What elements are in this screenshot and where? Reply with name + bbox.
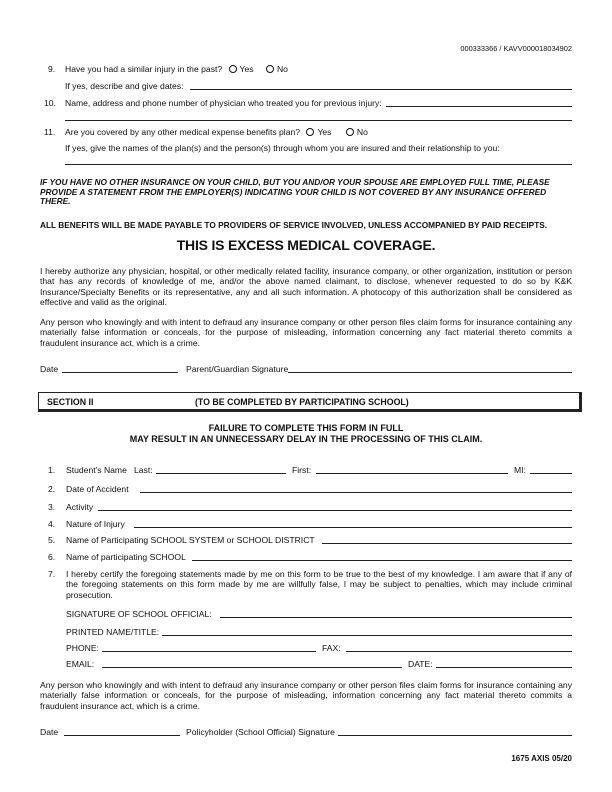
official-signature-line[interactable]: [220, 617, 572, 618]
s7-certification-text: I hereby certify the foregoing statements made by me on this form to be true to the best of my knowledge. I am aware that if any of the foregoing statements on this form made by me are willfully false, I may be subject to penalties, which may include criminal prosecution.: [66, 569, 572, 600]
fraud-warning-2: Any person who knowingly and with intent to defraud any insurance company or other person files claim forms for insurance containing any materially false information or conceals, for the purpose of misleading, information concerning any fact material thereto commits a fraudulent insurance act, which is a crime.: [40, 680, 572, 711]
q9-number: 9.: [48, 64, 56, 74]
official-signature-label: SIGNATURE OF SCHOOL OFFICIAL:: [66, 609, 212, 619]
s5-line[interactable]: [322, 543, 572, 544]
q10-text: Name, address and phone number of physician who treated you for previous injury:: [65, 98, 382, 108]
section2-box: [38, 392, 582, 412]
official-fax-line[interactable]: [346, 651, 572, 652]
s3-number: 3.: [48, 502, 56, 512]
s6-line[interactable]: [192, 560, 572, 561]
official-printed-label: PRINTED NAME/TITLE:: [66, 627, 160, 637]
q9-no-radio[interactable]: [266, 65, 274, 73]
sig1-date-label: Date: [40, 364, 59, 374]
q11-yes-radio[interactable]: [306, 128, 314, 136]
sig2-signature-line[interactable]: [338, 735, 572, 736]
official-email-label: EMAIL:: [66, 659, 95, 669]
s1-label: Student's Name: [66, 465, 127, 475]
section2-subtitle: (TO BE COMPLETED BY PARTICIPATING SCHOOL): [195, 397, 409, 407]
q10-physician-line-2[interactable]: [65, 120, 572, 121]
sig1-signature-label: Parent/Guardian Signature: [186, 364, 289, 374]
q11-sub-label: If yes, give the names of the plan(s) and the person(s) through whom you are insured and their relationship to you:: [65, 143, 500, 153]
s4-line[interactable]: [134, 527, 572, 528]
s1-last-label: Last:: [134, 465, 153, 475]
s5-number: 5.: [48, 535, 56, 545]
excess-coverage-heading: THIS IS EXCESS MEDICAL COVERAGE.: [176, 237, 436, 253]
q9-no-label: No: [276, 64, 288, 74]
official-fax-label: FAX:: [322, 643, 341, 653]
s5-label: Name of Participating SCHOOL SYSTEM or SCHOOL DISTRICT: [66, 535, 315, 545]
official-date-label: DATE:: [408, 659, 433, 669]
official-phone-label: PHONE:: [66, 643, 99, 653]
s1-number: 1.: [48, 465, 56, 475]
s1-mi-line[interactable]: [530, 473, 572, 474]
s1-first-label: First:: [292, 465, 312, 475]
s3-label: Activity: [66, 502, 94, 512]
q11-question: [65, 127, 368, 137]
q11-text: Are you covered by any other medical expense benefits plan?: [65, 127, 301, 137]
sig2-signature-label: Policyholder (School Official) Signature: [186, 727, 335, 737]
official-phone-line[interactable]: [102, 651, 316, 652]
official-email-line[interactable]: [102, 667, 402, 668]
q11-number: 11.: [44, 127, 56, 137]
q9-text: Have you had a similar injury in the past?: [65, 64, 223, 74]
s2-number: 2.: [48, 484, 56, 494]
q9-yes-radio[interactable]: [229, 65, 237, 73]
q9-yes-label: Yes: [239, 64, 254, 74]
q11-no-radio[interactable]: [346, 128, 354, 136]
q9-sub-label: If yes, describe and give dates:: [65, 81, 184, 91]
q11-no-label: No: [356, 127, 368, 137]
benefits-notice: ALL BENEFITS WILL BE MADE PAYABLE TO PROVIDERS OF SERVICE INVOLVED, UNLESS ACCOMPANIED BY PAID RECEIPTS.: [40, 220, 548, 230]
s4-label: Nature of Injury: [66, 519, 125, 529]
insurance-notice-line-1: IF YOU HAVE NO OTHER INSURANCE ON YOUR CHILD, BUT YOU AND/OR YOUR SPOUSE ARE EMPLOYED FULL TIME, PLEASE: [40, 177, 550, 187]
q9-describe-line[interactable]: [190, 89, 572, 90]
q9-question: [65, 64, 288, 74]
official-printed-line[interactable]: [162, 635, 572, 636]
document-id: 000333366 / KAVV000018034902: [460, 44, 572, 53]
form-code: 1675 AXIS 05/20: [511, 754, 572, 763]
q11-plans-line[interactable]: [65, 164, 572, 165]
s1-first-line[interactable]: [316, 473, 508, 474]
authorization-paragraph: I hereby authorize any physician, hospital, or other medically related facility, insurance company, or other organization, institution or person that has any records of knowledge of me, and/or the above named claimant, to disclose, whenever requested to do so by K&K Insurance/Specialty Benefits or its representative, any and all such information. A photocopy of this authorization shall be considered as effective and valid as the original.: [40, 266, 572, 308]
sig2-date-label: Date: [40, 727, 59, 737]
s6-number: 6.: [48, 552, 56, 562]
insurance-notice-line-3: THERE.: [40, 196, 71, 207]
official-date-line[interactable]: [436, 667, 572, 668]
s1-last-line[interactable]: [156, 473, 286, 474]
insurance-notice-line-2: PROVIDE A STATEMENT FROM THE EMPLOYER(S) INDICATING YOUR CHILD IS NOT COVERED BY ANY INSURANCE OFFERED: [40, 186, 547, 197]
sig1-signature-line[interactable]: [288, 372, 572, 373]
s4-number: 4.: [48, 519, 56, 529]
s6-label: Name of participating SCHOOL: [66, 552, 186, 562]
s2-line[interactable]: [140, 492, 572, 493]
fraud-warning-1: Any person who knowingly and with intent to defraud any insurance company or other person files claim forms for insurance containing any materially false information or conceals, for the purpose of misleading, information concerning any fact material thereto commits a fraudulent insurance act, which is a crime.: [40, 317, 572, 348]
sig1-date-line[interactable]: [62, 372, 178, 373]
q11-yes-label: Yes: [317, 127, 332, 137]
q10-number: 10.: [44, 98, 56, 108]
insurance-notice: [40, 178, 550, 207]
section2-title: SECTION II: [47, 397, 94, 407]
sig2-date-line[interactable]: [64, 735, 180, 736]
q10-physician-line[interactable]: [386, 106, 572, 107]
failure-line-1: FAILURE TO COMPLETE THIS FORM IN FULL: [208, 423, 404, 433]
s1-mi-label: MI:: [514, 465, 526, 475]
s2-label: Date of Accident: [66, 484, 129, 494]
s7-number: 7.: [48, 569, 56, 579]
failure-line-2: MAY RESULT IN AN UNNECESSARY DELAY IN THE PROCESSING OF THIS CLAIM.: [129, 434, 483, 444]
s3-line[interactable]: [98, 510, 572, 511]
